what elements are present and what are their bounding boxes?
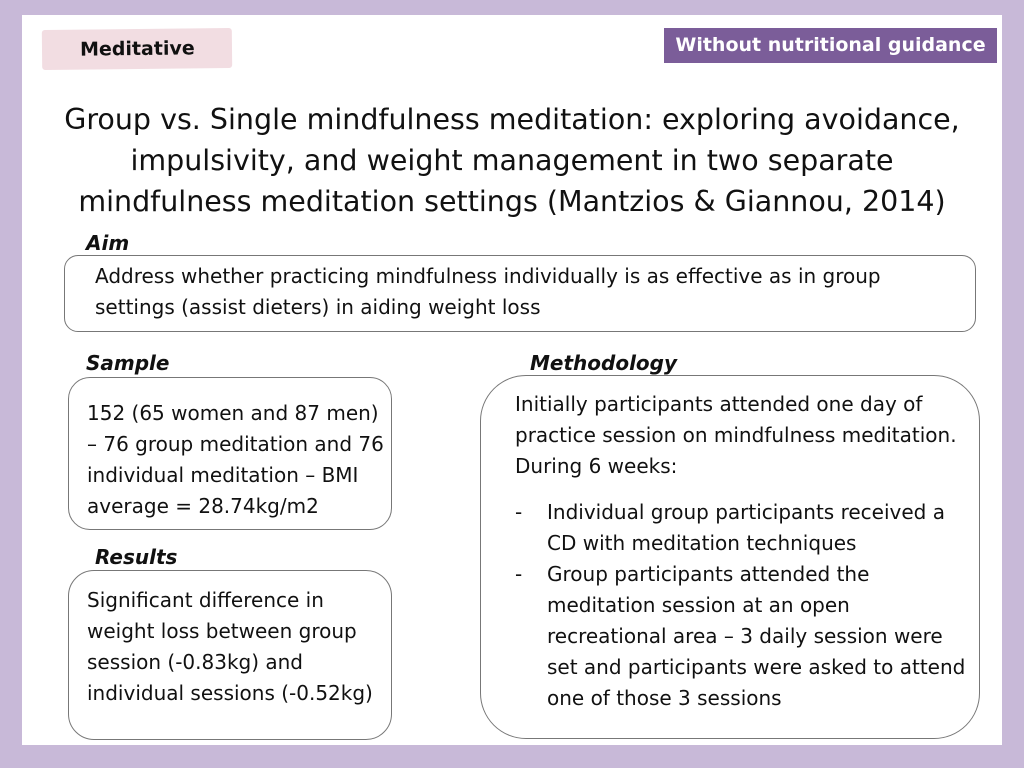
- meditative-tag: [42, 28, 232, 70]
- slide: [22, 15, 1002, 745]
- aim-label: Aim: [86, 231, 130, 255]
- slide-title: Group vs. Single mindfulness meditation: exploring avoidance, impulsivity, and weight management in two separate mindfulness meditation settings (Mantzios & Giannou, 2014): [64, 103, 960, 218]
- methodology-list-item: [515, 559, 969, 714]
- sample-box: [68, 377, 392, 530]
- methodology-list-item: [515, 497, 969, 559]
- bullet-dash: -: [515, 562, 523, 586]
- without-nutritional-guidance-tag: Without nutritional guidance: [664, 28, 997, 63]
- aim-box: [64, 255, 976, 332]
- bullet-dash: -: [515, 500, 523, 524]
- aim-text: Address whether practicing mindfulness individually is as effective as in group settings (assist dieters) in aiding weight loss: [95, 264, 881, 319]
- methodology-label: Methodology: [530, 351, 678, 375]
- methodology-bullet-text: Individual group participants received a CD with meditation techniques: [547, 500, 945, 555]
- methodology-list: [515, 497, 969, 714]
- methodology-bullet-text: Group participants attended the meditation session at an open recreational area – 3 daily session were set and participants were asked to attend one of those 3 sessions: [547, 562, 966, 710]
- sample-label: Sample: [86, 351, 170, 375]
- results-text: Significant difference in weight loss between group session (-0.83kg) and individual sessions (-0.52kg): [87, 588, 373, 705]
- methodology-box: [480, 375, 980, 739]
- meditative-tag-label: Meditative: [79, 37, 195, 61]
- methodology-intro: Initially participants attended one day of practice session on mindfulness meditation. During 6 weeks:: [515, 392, 957, 478]
- results-label: Results: [95, 545, 178, 569]
- results-box: [68, 570, 392, 740]
- sample-text: 152 (65 women and 87 men) – 76 group meditation and 76 individual meditation – BMI average = 28.74kg/m2: [87, 401, 384, 518]
